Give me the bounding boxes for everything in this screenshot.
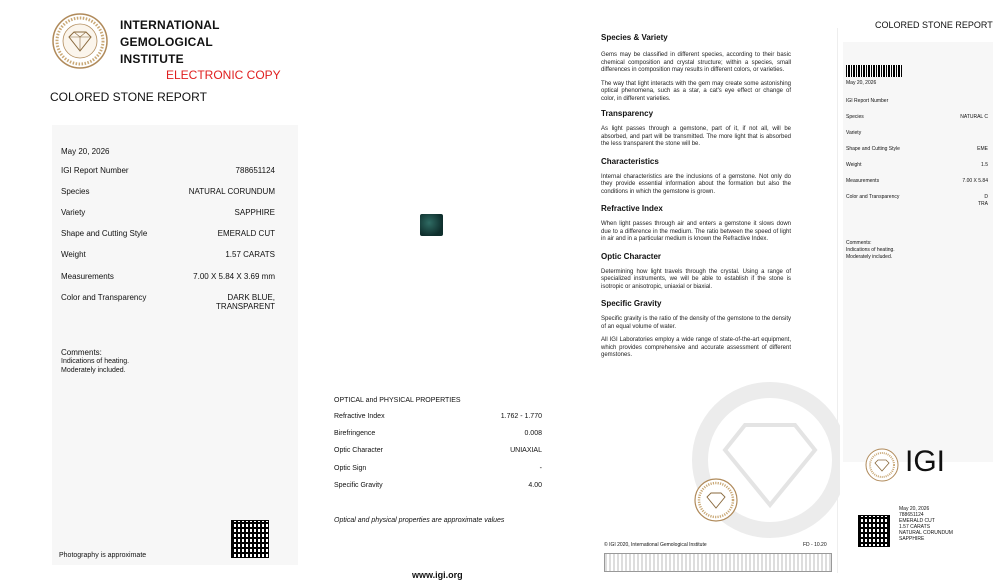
row-value: UNIAXIAL (510, 447, 542, 454)
row-label: Measurements (846, 178, 880, 184)
igi-logo-text: IGI (905, 445, 946, 478)
report-rows (61, 166, 275, 316)
row-value: EME (977, 146, 988, 152)
properties-rows (334, 413, 542, 503)
row-label: Species (846, 114, 864, 120)
report-date: May 20, 2026 (61, 147, 110, 156)
comments-line2: Moderately included. (61, 367, 126, 374)
section-paragraph: Internal characteristics are the inclusions of a gemstone. Not only do they provide essential information about the formation but also the conditions in which the gemstone is grown. (601, 173, 791, 195)
row-value: TRA (978, 201, 988, 207)
section-paragraph: All IGI Laboratories employ a wide range of state-of-the-art equipment, which provides comprehensive and accurate assessment of different gemstones. (601, 337, 791, 358)
stub-qr-code-icon (858, 515, 890, 547)
summary-line: 788651124 (899, 512, 924, 518)
row-value: D (984, 194, 988, 200)
row-label: Variety (846, 130, 862, 136)
summary-line: NATURAL CORUNDUM (899, 530, 953, 536)
row-label: Shape and Cutting Style (61, 229, 148, 238)
security-strip (604, 553, 832, 572)
section-paragraph: Gems may be classified in different species, according to their basic chemical composition and crystal structure; within a species, small differences in composition may results in different colors, or varieties. (601, 52, 791, 73)
row-label: Specific Gravity (334, 482, 383, 489)
row-value: 0.008 (524, 430, 542, 437)
row-label: Weight (846, 162, 862, 168)
section-title: Specific Gravity (601, 299, 662, 308)
summary-line: EMERALD CUT (899, 518, 935, 524)
org-name-line2: GEMOLOGICAL (120, 35, 213, 49)
section-title: Optic Character (601, 251, 662, 261)
qr-code-icon (231, 520, 269, 558)
section-title: Characteristics (601, 156, 659, 166)
section-title: Transparency (601, 109, 654, 118)
section-title: Species & Variety (601, 33, 668, 42)
row-value: 1.57 CARATS (225, 250, 275, 259)
stub-comments-line2: Moderately included. (846, 254, 893, 260)
back-sections (601, 33, 791, 360)
row-label: Color and Transparency (846, 194, 900, 200)
section-paragraph: When light passes through air and enters a gemstone it slows down due to a difference in the medium. The ratio between the speed of light in air and in a particular medium is known the Refractive Index. (601, 221, 791, 242)
row-value: NATURAL C (960, 114, 988, 120)
gem-photo (420, 214, 443, 236)
row-label: Refractive Index (334, 413, 385, 420)
back-seal-icon (694, 478, 738, 522)
row-label: Birefringence (334, 430, 376, 437)
stub-title: COLORED STONE REPORT (875, 20, 993, 30)
stub-date: May 20, 2026 (846, 80, 877, 86)
stub-rows (846, 98, 988, 208)
row-value: 7.00 X 5.84 X 3.69 mm (193, 272, 275, 281)
igi-logo-icon (865, 448, 899, 482)
section-paragraph: Determining how light travels through the crystal. Using a range of specialized instruments, we will be able to establish if the stone is isotropic or anisotropic, uniaxial or biaxial. (601, 268, 791, 290)
row-label: Weight (61, 250, 86, 259)
row-value: 7.00 X 5.84 (962, 178, 988, 184)
section-paragraph: Specific gravity is the ratio of the density of the gemstone to the density of an equal volume of water. (601, 316, 791, 330)
photo-note: Photography is approximate (59, 552, 147, 559)
row-label: Color and Transparency (61, 293, 147, 302)
summary-line: SAPPHIRE (899, 536, 925, 542)
form-code: FD - 10.20 (803, 542, 827, 548)
row-value: EMERALD CUT (217, 229, 275, 238)
row-value: 1.762 - 1.770 (500, 413, 542, 420)
website-link[interactable]: www.igi.org (412, 570, 463, 580)
row-label: Shape and Cutting Style (846, 146, 900, 152)
row-value: TRANSPARENT (216, 302, 275, 311)
electronic-copy-label: ELECTRONIC COPY (166, 68, 281, 82)
report-title: COLORED STONE REPORT (50, 90, 207, 104)
comments-label: Comments: (61, 348, 102, 357)
copyright: © IGI 2020, International Gemological Institute (604, 542, 707, 548)
stub-comments-line1: Indications of heating. (846, 247, 895, 253)
row-label: Species (61, 187, 90, 196)
summary-line: May 20, 2026 (899, 506, 930, 512)
row-value: SAPPHIRE (234, 208, 275, 217)
section-title: Refractive Index (601, 204, 663, 213)
comments-line1: Indications of heating. (61, 358, 130, 365)
properties-title: OPTICAL and PHYSICAL PROPERTIES (334, 397, 461, 404)
section-paragraph: The way that light interacts with the gem may create some astonishing optical phenomena, such as a star, a cat's eye effect or change of color, in different varieties. (601, 80, 791, 102)
properties-note: Optical and physical properties are approximate values (334, 517, 505, 524)
section-paragraph: As light passes through a gemstone, part of it, if not all, will be absorbed, and part will be transmitted. The more light that is absorbed the less transparent the stone will be. (601, 126, 791, 147)
row-label: Optic Character (334, 447, 384, 454)
row-label: IGI Report Number (61, 166, 129, 175)
row-label: Variety (61, 208, 86, 217)
barcode-icon (846, 65, 902, 77)
org-name-line3: INSTITUTE (120, 52, 184, 66)
row-value: 788651124 (235, 166, 275, 175)
row-label: IGI Report Number (846, 98, 889, 104)
row-label: Measurements (61, 272, 114, 281)
igi-seal-icon (52, 13, 108, 69)
row-value: DARK BLUE, (227, 293, 275, 302)
row-value: 4.00 (528, 482, 542, 489)
row-label: Optic Sign (334, 465, 367, 472)
org-name-line1: INTERNATIONAL (120, 18, 220, 32)
row-value: - (539, 465, 542, 472)
summary-line: 1.57 CARATS (899, 524, 931, 530)
stub-summary (899, 506, 999, 542)
row-value: 1.5 (981, 162, 988, 168)
row-value: NATURAL CORUNDUM (188, 187, 275, 196)
stub-comments-label: Comments: (846, 240, 872, 246)
